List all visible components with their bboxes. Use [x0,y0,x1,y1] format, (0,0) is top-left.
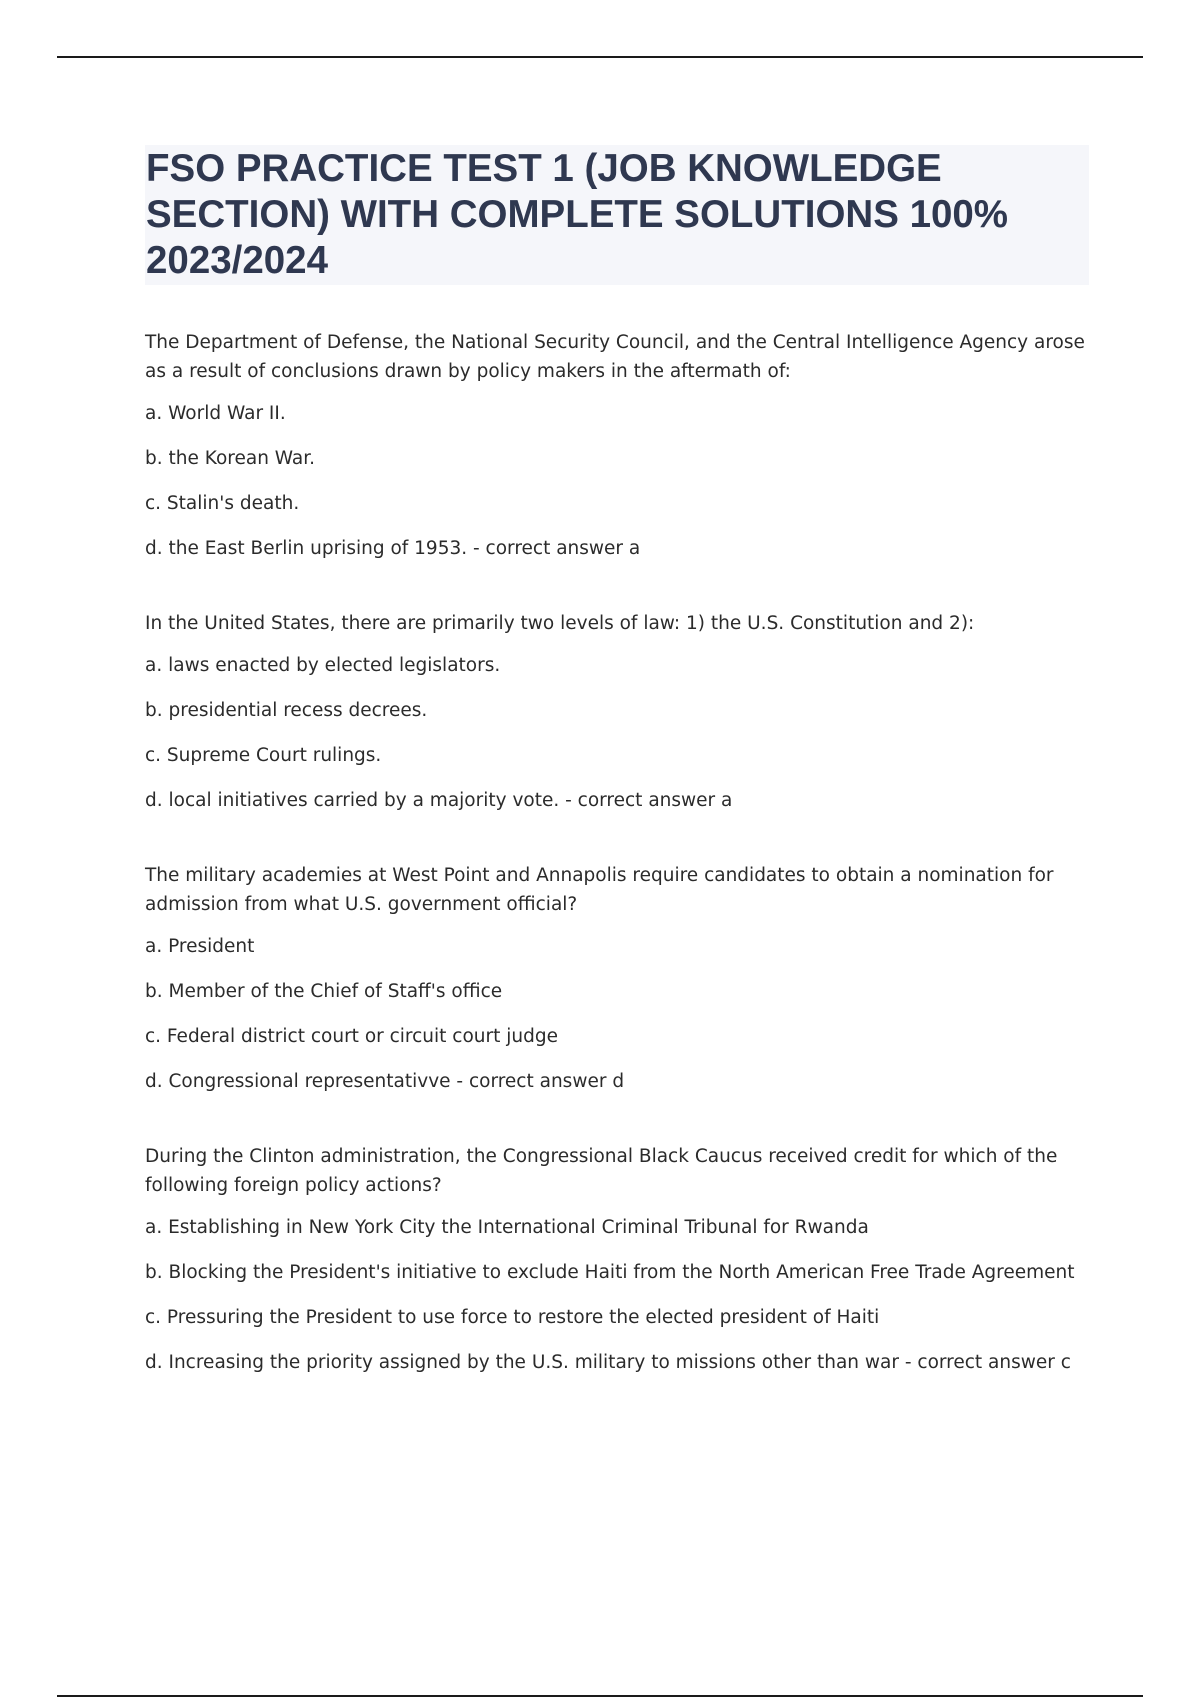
question-3-option-c: c. Federal district court or circuit court judge [145,1026,558,1047]
question-4-text: During the Clinton administration, the Congressional Black Caucus received credit for which of the following foreign policy actions? [145,1146,1058,1196]
question-3 [145,861,1095,1097]
question-2-text: In the United States, there are primarily two levels of law: 1) the U.S. Constitution and 2): [145,613,975,634]
question-2-option-b: b. presidential recess decrees. [145,700,428,721]
document-title: FSO PRACTICE TEST 1 (JOB KNOWLEDGE SECTION) WITH COMPLETE SOLUTIONS 100% 2023/2024 [146,147,1009,282]
question-3-text: The military academies at West Point and Annapolis require candidates to obtain a nomination for admission from what U.S. government official? [145,865,1054,915]
question-4-option-c: c. Pressuring the President to use force to restore the elected president of Haiti [145,1307,880,1328]
title-banner [145,145,1089,285]
question-4 [145,1142,1095,1378]
question-3-option-b: b. Member of the Chief of Staff's office [145,981,503,1002]
question-1 [145,328,1095,564]
footer-rule [57,1695,1143,1697]
question-4-option-b: b. Blocking the President's initiative to exclude Haiti from the North American Free Trade Agreement [145,1262,1075,1283]
question-1-option-d: d. the East Berlin uprising of 1953. - correct answer a [145,538,641,559]
question-3-option-d: d. Congressional representativve - correct answer d [145,1071,625,1092]
question-3-option-a: a. President [145,936,255,957]
question-2 [145,609,1095,816]
question-1-option-b: b. the Korean War. [145,448,316,469]
question-1-option-a: a. World War II. [145,403,286,424]
header-rule [57,56,1143,58]
question-list [145,328,1095,1423]
question-4-option-a: a. Establishing in New York City the International Criminal Tribunal for Rwanda [145,1217,869,1238]
question-1-option-c: c. Stalin's death. [145,493,300,514]
question-2-option-c: c. Supreme Court rulings. [145,745,382,766]
question-2-option-a: a. laws enacted by elected legislators. [145,655,501,676]
question-2-option-d: d. local initiatives carried by a majority vote. - correct answer a [145,790,733,811]
question-4-option-d: d. Increasing the priority assigned by the U.S. military to missions other than war - correct answer c [145,1352,1071,1373]
question-1-text: The Department of Defense, the National Security Council, and the Central Intelligence Agency arose as a result of conclusions drawn by policy makers in the aftermath of: [145,332,1085,382]
